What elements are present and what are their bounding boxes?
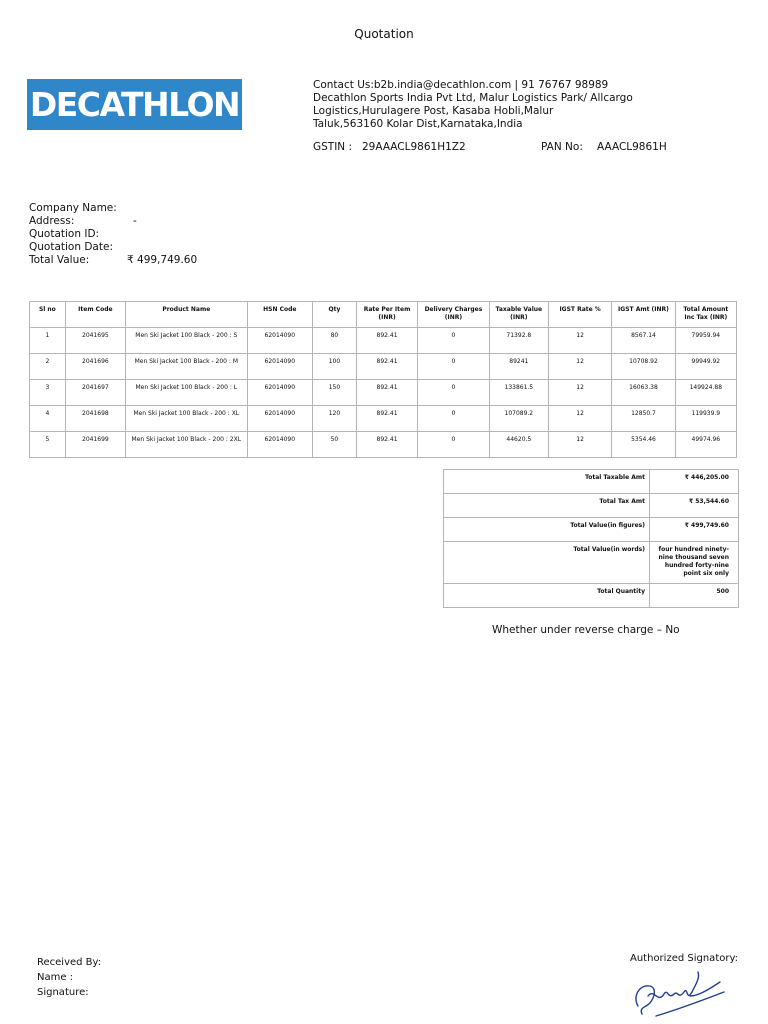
table-cell: 892.41: [356, 406, 417, 432]
table-cell: 2041696: [65, 354, 125, 380]
table-cell: 80: [312, 328, 356, 354]
table-cell: 4: [30, 406, 66, 432]
table-cell: 0: [418, 354, 490, 380]
table-cell: 12: [548, 432, 611, 458]
address-value: -: [133, 215, 137, 227]
table-cell: 16063.38: [612, 380, 675, 406]
authorized-signatory-label: Authorized Signatory:: [630, 953, 739, 964]
table-cell: 79959.94: [675, 328, 736, 354]
handwritten-signature: [628, 966, 728, 1024]
table-cell: 133861.5: [489, 380, 548, 406]
column-header: Qty: [312, 302, 356, 328]
table-cell: 107089.2: [489, 406, 548, 432]
received-by-label: Received By:: [37, 957, 102, 968]
table-cell: 149924.88: [675, 380, 736, 406]
table-cell: 62014090: [247, 328, 312, 354]
table-cell: 1: [30, 328, 66, 354]
table-row: [30, 354, 737, 380]
document-title: Quotation: [354, 27, 414, 41]
receiver-block: [37, 955, 101, 1000]
table-cell: 5: [30, 432, 66, 458]
quotation-id-row: [29, 228, 197, 241]
total-words-label: Total Value(in words): [444, 542, 650, 584]
table-row: [30, 380, 737, 406]
table-cell: 0: [418, 328, 490, 354]
table-row: [30, 406, 737, 432]
address-row: [29, 215, 197, 228]
table-cell: 49974.96: [675, 432, 736, 458]
gstin-value: 29AAACL9861H1Z2: [362, 141, 466, 153]
table-cell: 892.41: [356, 432, 417, 458]
items-table: [29, 301, 737, 458]
table-cell: Men Ski Jacket 100 Black - 200 : M: [126, 354, 248, 380]
contact-block: [313, 79, 653, 131]
table-cell: 5354.46: [612, 432, 675, 458]
decathlon-logo: [27, 79, 242, 130]
table-cell: 12: [548, 406, 611, 432]
table-cell: 12: [548, 354, 611, 380]
table-row: [30, 328, 737, 354]
table-cell: 2: [30, 354, 66, 380]
column-header: Product Name: [126, 302, 248, 328]
table-cell: 892.41: [356, 380, 417, 406]
table-cell: 120: [312, 406, 356, 432]
table-cell: 2041695: [65, 328, 125, 354]
total-value: ₹ 499,749.60: [127, 254, 198, 266]
address-label: Address:: [29, 215, 75, 227]
total-value-row: [29, 254, 197, 267]
address-line: Taluk,563160 Kolar Dist,Karnataka,India: [313, 118, 523, 130]
table-cell: Men Ski Jacket 100 Black - 200 : L: [126, 380, 248, 406]
totals-row: [444, 494, 739, 518]
logo-text: DECATHLON: [29, 85, 240, 124]
total-taxable-label: Total Taxable Amt: [444, 470, 650, 494]
total-tax-value: ₹ 53,544.60: [650, 494, 739, 518]
table-cell: 62014090: [247, 406, 312, 432]
table-cell: 10708.92: [612, 354, 675, 380]
totals-row: [444, 584, 739, 608]
pan-value: AAACL9861H: [597, 141, 667, 153]
address-line: Logistics,Hurulagere Post, Kasaba Hobli,Malur: [313, 105, 554, 117]
table-cell: 2041697: [65, 380, 125, 406]
column-header: Rate Per Item (INR): [356, 302, 417, 328]
total-figures-value: ₹ 499,749.60: [650, 518, 739, 542]
column-header: Total Amount Inc Tax (INR): [675, 302, 736, 328]
table-cell: 89241: [489, 354, 548, 380]
table-cell: 12: [548, 328, 611, 354]
total-quantity-value: 500: [650, 584, 739, 608]
customer-info: [29, 202, 197, 267]
column-header: Sl no: [30, 302, 66, 328]
total-quantity-label: Total Quantity: [444, 584, 650, 608]
gstin-label: GSTIN :: [313, 141, 353, 153]
totals-table: [443, 469, 739, 608]
pan-label: PAN No:: [541, 141, 583, 153]
table-cell: 2041698: [65, 406, 125, 432]
table-cell: 892.41: [356, 328, 417, 354]
totals-row: [444, 518, 739, 542]
column-header: HSN Code: [247, 302, 312, 328]
table-cell: 0: [418, 406, 490, 432]
table-cell: 12: [548, 380, 611, 406]
table-cell: 150: [312, 380, 356, 406]
table-cell: 71392.8: [489, 328, 548, 354]
table-cell: 119939.9: [675, 406, 736, 432]
table-cell: Men Ski Jacket 100 Black - 200 : 2XL: [126, 432, 248, 458]
total-words-value: four hundred ninety-nine thousand seven hundred forty-nine point six only: [650, 542, 739, 584]
reverse-charge-note: Whether under reverse charge – No: [492, 624, 680, 636]
total-value-label: Total Value:: [29, 254, 90, 266]
contact-line: Contact Us:b2b.india@decathlon.com | 91 76767 98989: [313, 79, 609, 91]
table-cell: 892.41: [356, 354, 417, 380]
table-cell: 44620.5: [489, 432, 548, 458]
table-cell: Men Ski Jacket 100 Black - 200 : XL: [126, 406, 248, 432]
table-cell: 62014090: [247, 432, 312, 458]
quotation-date-row: [29, 241, 197, 254]
table-cell: 2041699: [65, 432, 125, 458]
table-cell: 62014090: [247, 354, 312, 380]
table-cell: 50: [312, 432, 356, 458]
table-cell: 8567.14: [612, 328, 675, 354]
table-cell: 0: [418, 380, 490, 406]
table-cell: 99949.92: [675, 354, 736, 380]
table-row: [30, 432, 737, 458]
column-header: Taxable Value (INR): [489, 302, 548, 328]
table-cell: 12850.7: [612, 406, 675, 432]
table-cell: Men Ski Jacket 100 Black - 200 : S: [126, 328, 248, 354]
signature-label: Signature:: [37, 987, 89, 998]
column-header: IGST Rate %: [548, 302, 611, 328]
table-cell: 3: [30, 380, 66, 406]
table-header-row: [30, 302, 737, 328]
table-cell: 100: [312, 354, 356, 380]
totals-row: [444, 542, 739, 584]
table-cell: 62014090: [247, 380, 312, 406]
total-taxable-value: ₹ 446,205.00: [650, 470, 739, 494]
address-line: Decathlon Sports India Pvt Ltd, Malur Logistics Park/ Allcargo: [313, 92, 633, 104]
column-header: Delivery Charges (INR): [418, 302, 490, 328]
company-row: [29, 202, 197, 215]
totals-row: [444, 470, 739, 494]
table-cell: 0: [418, 432, 490, 458]
column-header: IGST Amt (INR): [612, 302, 675, 328]
total-figures-label: Total Value(in figures): [444, 518, 650, 542]
quotation-id-label: Quotation ID:: [29, 228, 100, 240]
company-label: Company Name:: [29, 202, 117, 214]
quotation-date-label: Quotation Date:: [29, 241, 113, 253]
total-tax-label: Total Tax Amt: [444, 494, 650, 518]
name-label: Name :: [37, 972, 74, 983]
column-header: Item Code: [65, 302, 125, 328]
